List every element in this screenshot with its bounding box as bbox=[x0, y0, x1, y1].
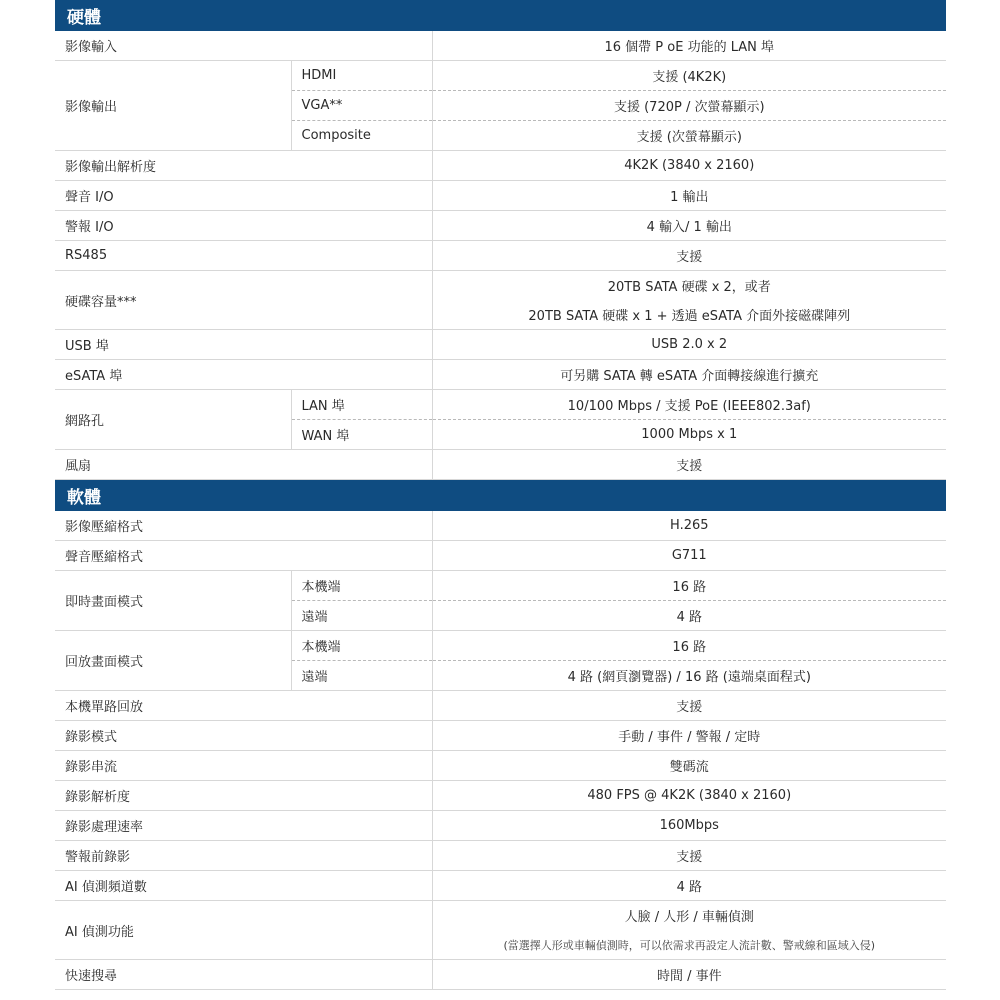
spec-value: 16 個帶 P oE 功能的 LAN 埠 bbox=[432, 31, 946, 61]
spec-label: 回放畫面模式 bbox=[55, 631, 291, 691]
spec-row-fan bbox=[55, 450, 946, 480]
spec-label: 影像輸入 bbox=[55, 31, 432, 61]
spec-label: AI 偵測頻道數 bbox=[55, 871, 432, 901]
spec-note: (當選擇人形或車輛偵測時，可以依需求再設定人流計數、警戒線和區域入侵) bbox=[432, 930, 946, 960]
spec-label: 聲音 I/O bbox=[55, 181, 432, 211]
spec-sublabel: VGA** bbox=[291, 91, 432, 121]
spec-value: H.265 bbox=[432, 511, 946, 541]
spec-label: 影像輸出解析度 bbox=[55, 151, 432, 181]
spec-value: 4 路 bbox=[432, 601, 946, 631]
spec-value: 支援 bbox=[432, 691, 946, 721]
section-header-hardware bbox=[55, 0, 946, 31]
spec-row-record-rate bbox=[55, 811, 946, 841]
spec-value: 480 FPS @ 4K2K (3840 x 2160) bbox=[432, 781, 946, 811]
section-header-software bbox=[55, 480, 946, 512]
spec-value: 20TB SATA 硬碟 x 2，或者 bbox=[432, 271, 946, 301]
spec-row-audio-io bbox=[55, 181, 946, 211]
spec-label: 網路孔 bbox=[55, 390, 291, 450]
spec-sublabel: HDMI bbox=[291, 61, 432, 91]
spec-label: 影像輸出 bbox=[55, 61, 291, 151]
section-title: 軟體 bbox=[55, 480, 946, 512]
spec-value: G711 bbox=[432, 541, 946, 571]
spec-row-ai-channels bbox=[55, 871, 946, 901]
spec-label: 聲音壓縮格式 bbox=[55, 541, 432, 571]
spec-sublabel: 本機端 bbox=[291, 631, 432, 661]
spec-row-alarm-io bbox=[55, 211, 946, 241]
spec-row-audio-compression bbox=[55, 541, 946, 571]
spec-row-usb bbox=[55, 330, 946, 360]
spec-sublabel: WAN 埠 bbox=[291, 420, 432, 450]
spec-value: 支援 bbox=[432, 241, 946, 271]
spec-value: 手動 / 事件 / 警報 / 定時 bbox=[432, 721, 946, 751]
spec-row-live-view-local bbox=[55, 571, 946, 601]
spec-row-ai-functions bbox=[55, 901, 946, 931]
spec-label: 硬碟容量*** bbox=[55, 271, 432, 330]
spec-row-video-input bbox=[55, 31, 946, 61]
spec-sublabel: 遠端 bbox=[291, 661, 432, 691]
spec-row-pre-alarm bbox=[55, 841, 946, 871]
spec-label: 影像壓縮格式 bbox=[55, 511, 432, 541]
spec-label: 錄影模式 bbox=[55, 721, 432, 751]
spec-label: 本機單路回放 bbox=[55, 691, 432, 721]
spec-sublabel: 遠端 bbox=[291, 601, 432, 631]
spec-value: 16 路 bbox=[432, 631, 946, 661]
spec-row-quick-search bbox=[55, 960, 946, 990]
spec-value: 1 輸出 bbox=[432, 181, 946, 211]
spec-row-playback-local bbox=[55, 631, 946, 661]
spec-label: 風扇 bbox=[55, 450, 432, 480]
spec-label: 錄影處理速率 bbox=[55, 811, 432, 841]
section-title: 硬體 bbox=[55, 0, 946, 31]
spec-label: 快速搜尋 bbox=[55, 960, 432, 990]
spec-value: 4 輸入/ 1 輸出 bbox=[432, 211, 946, 241]
spec-value: 4K2K (3840 x 2160) bbox=[432, 151, 946, 181]
spec-value: 時間 / 事件 bbox=[432, 960, 946, 990]
spec-value: 10/100 Mbps / 支援 PoE (IEEE802.3af) bbox=[432, 390, 946, 420]
spec-row-record-mode bbox=[55, 721, 946, 751]
spec-value: 4 路 (網頁瀏覽器) / 16 路 (遠端桌面程式) bbox=[432, 661, 946, 691]
spec-sublabel: Composite bbox=[291, 121, 432, 151]
spec-value: 16 路 bbox=[432, 571, 946, 601]
spec-row-output-resolution bbox=[55, 151, 946, 181]
spec-value: 4 路 bbox=[432, 871, 946, 901]
spec-label: USB 埠 bbox=[55, 330, 432, 360]
spec-label: RS485 bbox=[55, 241, 432, 271]
spec-label: 警報 I/O bbox=[55, 211, 432, 241]
spec-label: eSATA 埠 bbox=[55, 360, 432, 390]
spec-sublabel: 本機端 bbox=[291, 571, 432, 601]
spec-value: 人臉 / 人形 / 車輛偵測 bbox=[432, 901, 946, 931]
spec-label: 即時畫面模式 bbox=[55, 571, 291, 631]
spec-value: 支援 (次螢幕顯示) bbox=[432, 121, 946, 151]
spec-value: 支援 (720P / 次螢幕顯示) bbox=[432, 91, 946, 121]
spec-row-video-output-hdmi bbox=[55, 61, 946, 91]
spec-row-single-playback bbox=[55, 691, 946, 721]
spec-row-record-stream bbox=[55, 751, 946, 781]
spec-row-video-compression bbox=[55, 511, 946, 541]
spec-row-hdd-line1 bbox=[55, 271, 946, 301]
spec-value: 支援 bbox=[432, 841, 946, 871]
spec-value: 可另購 SATA 轉 eSATA 介面轉接線進行擴充 bbox=[432, 360, 946, 390]
spec-sublabel: LAN 埠 bbox=[291, 390, 432, 420]
spec-label: AI 偵測功能 bbox=[55, 901, 432, 960]
spec-row-network-lan bbox=[55, 390, 946, 420]
spec-label: 錄影串流 bbox=[55, 751, 432, 781]
spec-value: 1000 Mbps x 1 bbox=[432, 420, 946, 450]
spec-label: 警報前錄影 bbox=[55, 841, 432, 871]
spec-value: 支援 (4K2K) bbox=[432, 61, 946, 91]
spec-label: 錄影解析度 bbox=[55, 781, 432, 811]
spec-value: USB 2.0 x 2 bbox=[432, 330, 946, 360]
spec-value: 160Mbps bbox=[432, 811, 946, 841]
spec-row-record-resolution bbox=[55, 781, 946, 811]
spec-row-esata bbox=[55, 360, 946, 390]
spec-value: 20TB SATA 硬碟 x 1 + 透過 eSATA 介面外接磁碟陣列 bbox=[432, 300, 946, 330]
spec-row-rs485 bbox=[55, 241, 946, 271]
spec-value: 支援 bbox=[432, 450, 946, 480]
spec-sheet bbox=[55, 0, 946, 990]
spec-table bbox=[55, 0, 946, 990]
spec-value: 雙碼流 bbox=[432, 751, 946, 781]
